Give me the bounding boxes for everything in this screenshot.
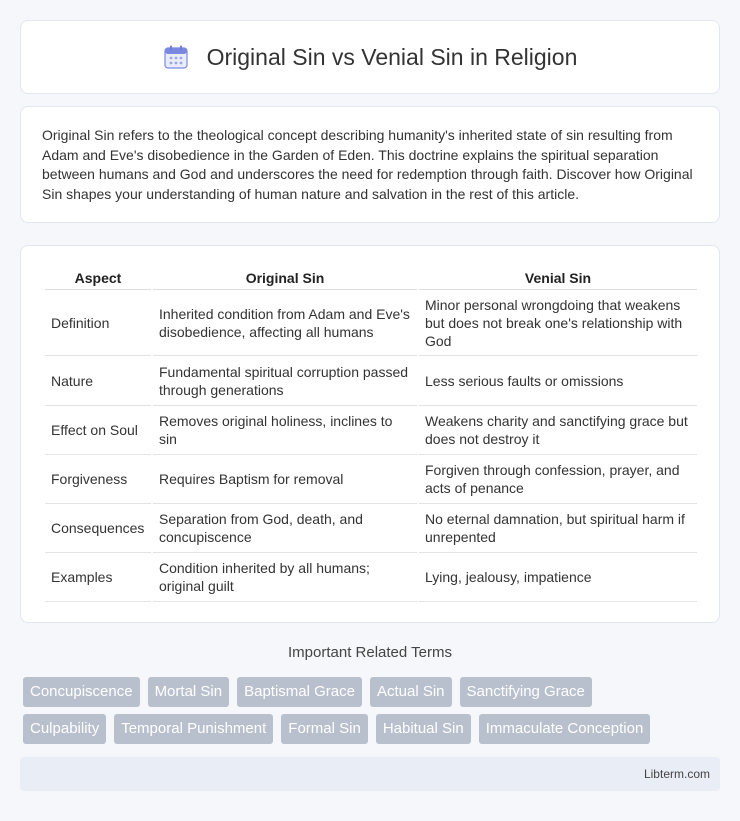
cell-original-sin: Condition inherited by all humans; original guilt [153,553,417,602]
cell-venial-sin: No eternal damnation, but spiritual harm if unrepented [419,504,697,553]
table-row [45,290,697,356]
comparison-table-card [20,245,720,623]
tag-baptismal-grace[interactable]: Baptismal Grace [237,677,362,707]
header-venial-sin: Venial Sin [419,266,697,290]
cell-venial-sin: Forgiven through confession, prayer, and acts of penance [419,455,697,504]
title-card [20,20,720,94]
cell-venial-sin: Minor personal wrongdoing that weakens but does not break one's relationship with God [419,290,697,356]
cell-venial-sin: Weakens charity and sanctifying grace but does not destroy it [419,406,697,455]
table-header-row [45,266,697,290]
tag-actual-sin[interactable]: Actual Sin [370,677,452,707]
page-title: Original Sin vs Venial Sin in Religion [206,43,578,70]
footer-site-link[interactable]: Libterm.com [643,767,710,781]
intro-text: Original Sin refers to the theological concept describing humanity's inherited state of sin resulting from Adam and Eve's disobedience in the Garden of Eden. This doctrine explains the spiritual separation between humans and God and underscores the need for redemption through faith. Discover how Original Sin shapes your understanding of human nature and salvation in the rest of this article. [42,127,693,202]
tag-concupiscence[interactable]: Concupiscence [23,677,140,707]
table-row [45,553,697,602]
tag-immaculate-conception[interactable]: Immaculate Conception [479,714,651,744]
tag-temporal-punishment[interactable]: Temporal Punishment [114,714,273,744]
cell-aspect: Effect on Soul [45,406,151,455]
tag-habitual-sin[interactable]: Habitual Sin [376,714,471,744]
cell-aspect: Nature [45,356,151,406]
cell-original-sin: Inherited condition from Adam and Eve's disobedience, affecting all humans [153,290,417,356]
tag-formal-sin[interactable]: Formal Sin [281,714,368,744]
tag-mortal-sin[interactable]: Mortal Sin [148,677,230,707]
cell-aspect: Definition [45,290,151,356]
cell-aspect: Forgiveness [45,455,151,504]
header-original-sin: Original Sin [153,266,417,290]
tag-row [23,714,723,744]
tag-row [23,677,723,707]
footer [20,757,720,791]
comparison-table [43,266,699,602]
cell-venial-sin: Lying, jealousy, impatience [419,553,697,602]
header-aspect: Aspect [45,266,151,290]
tag-culpability[interactable]: Culpability [23,714,106,744]
intro-card [20,106,720,223]
cell-original-sin: Requires Baptism for removal [153,455,417,504]
tag-sanctifying-grace[interactable]: Sanctifying Grace [460,677,592,707]
cell-original-sin: Separation from God, death, and concupiscence [153,504,417,553]
calendar-icon [163,44,189,70]
table-row [45,504,697,553]
cell-aspect: Consequences [45,504,151,553]
cell-aspect: Examples [45,553,151,602]
related-terms-title: Important Related Terms [288,644,452,661]
related-terms-tags [23,677,723,751]
cell-original-sin: Fundamental spiritual corruption passed through generations [153,356,417,406]
table-row [45,455,697,504]
cell-venial-sin: Less serious faults or omissions [419,356,697,406]
table-row [45,406,697,455]
table-row [45,356,697,406]
cell-original-sin: Removes original holiness, inclines to sin [153,406,417,455]
